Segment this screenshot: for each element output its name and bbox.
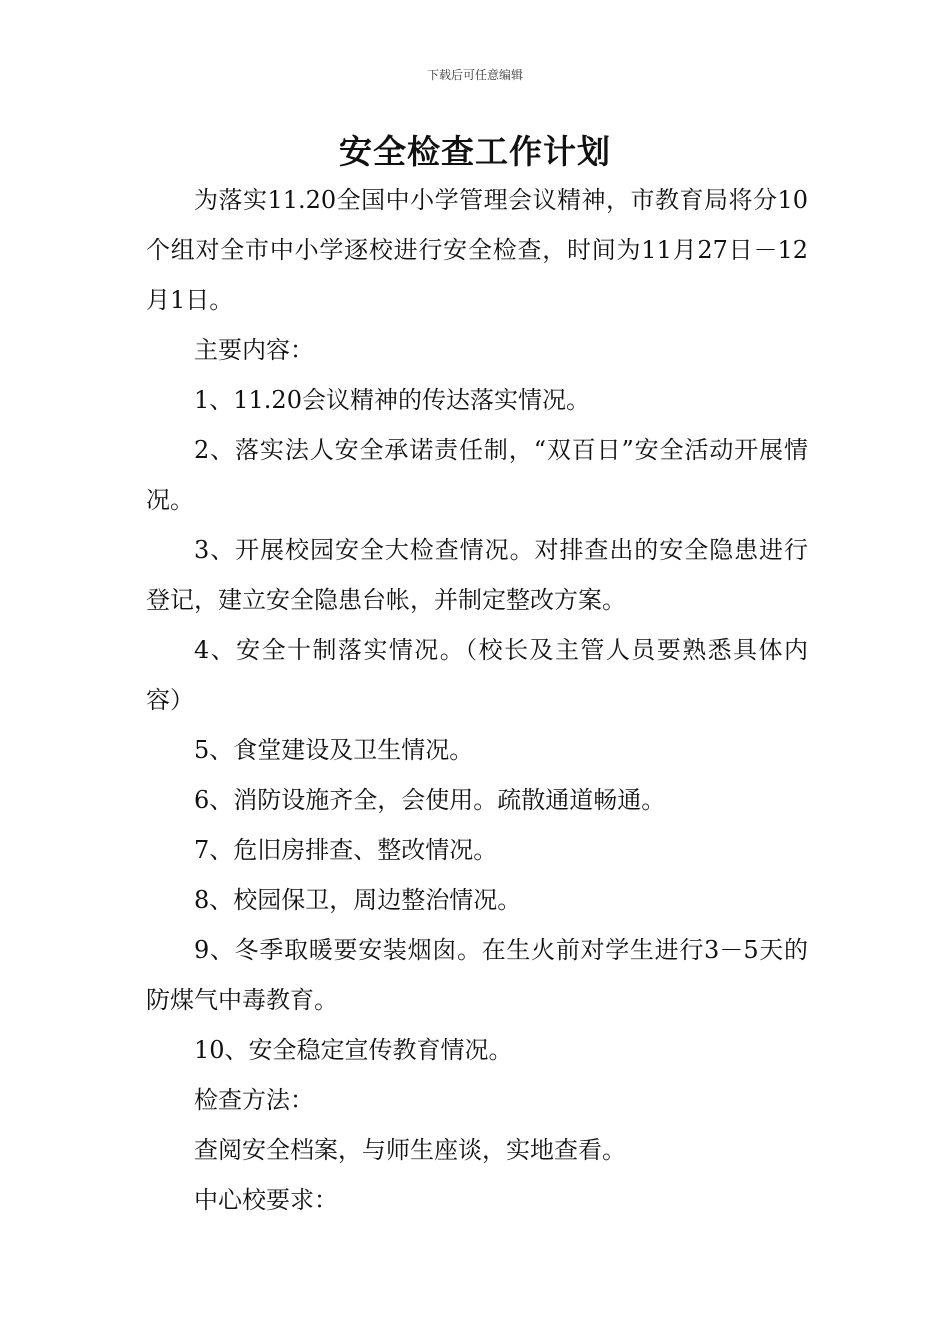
paragraph-requirements-heading: 中心校要求： <box>194 1186 338 1214</box>
paragraph-item-6: 6、消防设施齐全，会使用。疏散通道畅通。 <box>194 786 666 814</box>
paragraph-main-content-heading: 主要内容： <box>194 336 314 364</box>
paragraph-item-8: 8、校园保卫，周边整治情况。 <box>194 886 522 914</box>
paragraph-item-3: 3、开展校园安全大检查情况。对排查出的安全隐患进行登记，建立安全隐患台帐，并制定整改方案。 <box>146 536 808 614</box>
paragraph-item-1: 1、11.20会议精神的传达落实情况。 <box>194 386 590 414</box>
header-note: 下载后可任意编辑 <box>426 68 523 82</box>
document-body <box>146 175 808 1225</box>
paragraph-item-4: 4、安全十制落实情况。（校长及主管人员要熟悉具体内容） <box>146 636 808 714</box>
paragraph-item-5: 5、食堂建设及卫生情况。 <box>194 736 474 764</box>
paragraph-item-10: 10、安全稳定宣传教育情况。 <box>194 1036 513 1064</box>
paragraph-intro: 为落实11.20全国中小学管理会议精神，市教育局将分10个组对全市中小学逐校进行安全检查，时间为11月27日－12月1日。 <box>146 186 808 314</box>
paragraph-item-9: 9、冬季取暖要安装烟囱。在生火前对学生进行3－5天的防煤气中毒教育。 <box>146 936 808 1014</box>
document-title: 安全检查工作计划 <box>339 132 611 171</box>
paragraph-item-2: 2、落实法人安全承诺责任制，“双百日”安全活动开展情况。 <box>146 436 808 514</box>
paragraph-method: 查阅安全档案，与师生座谈，实地查看。 <box>194 1136 626 1164</box>
paragraph-item-7: 7、危旧房排查、整改情况。 <box>194 836 498 864</box>
paragraph-method-heading: 检查方法： <box>194 1086 314 1114</box>
